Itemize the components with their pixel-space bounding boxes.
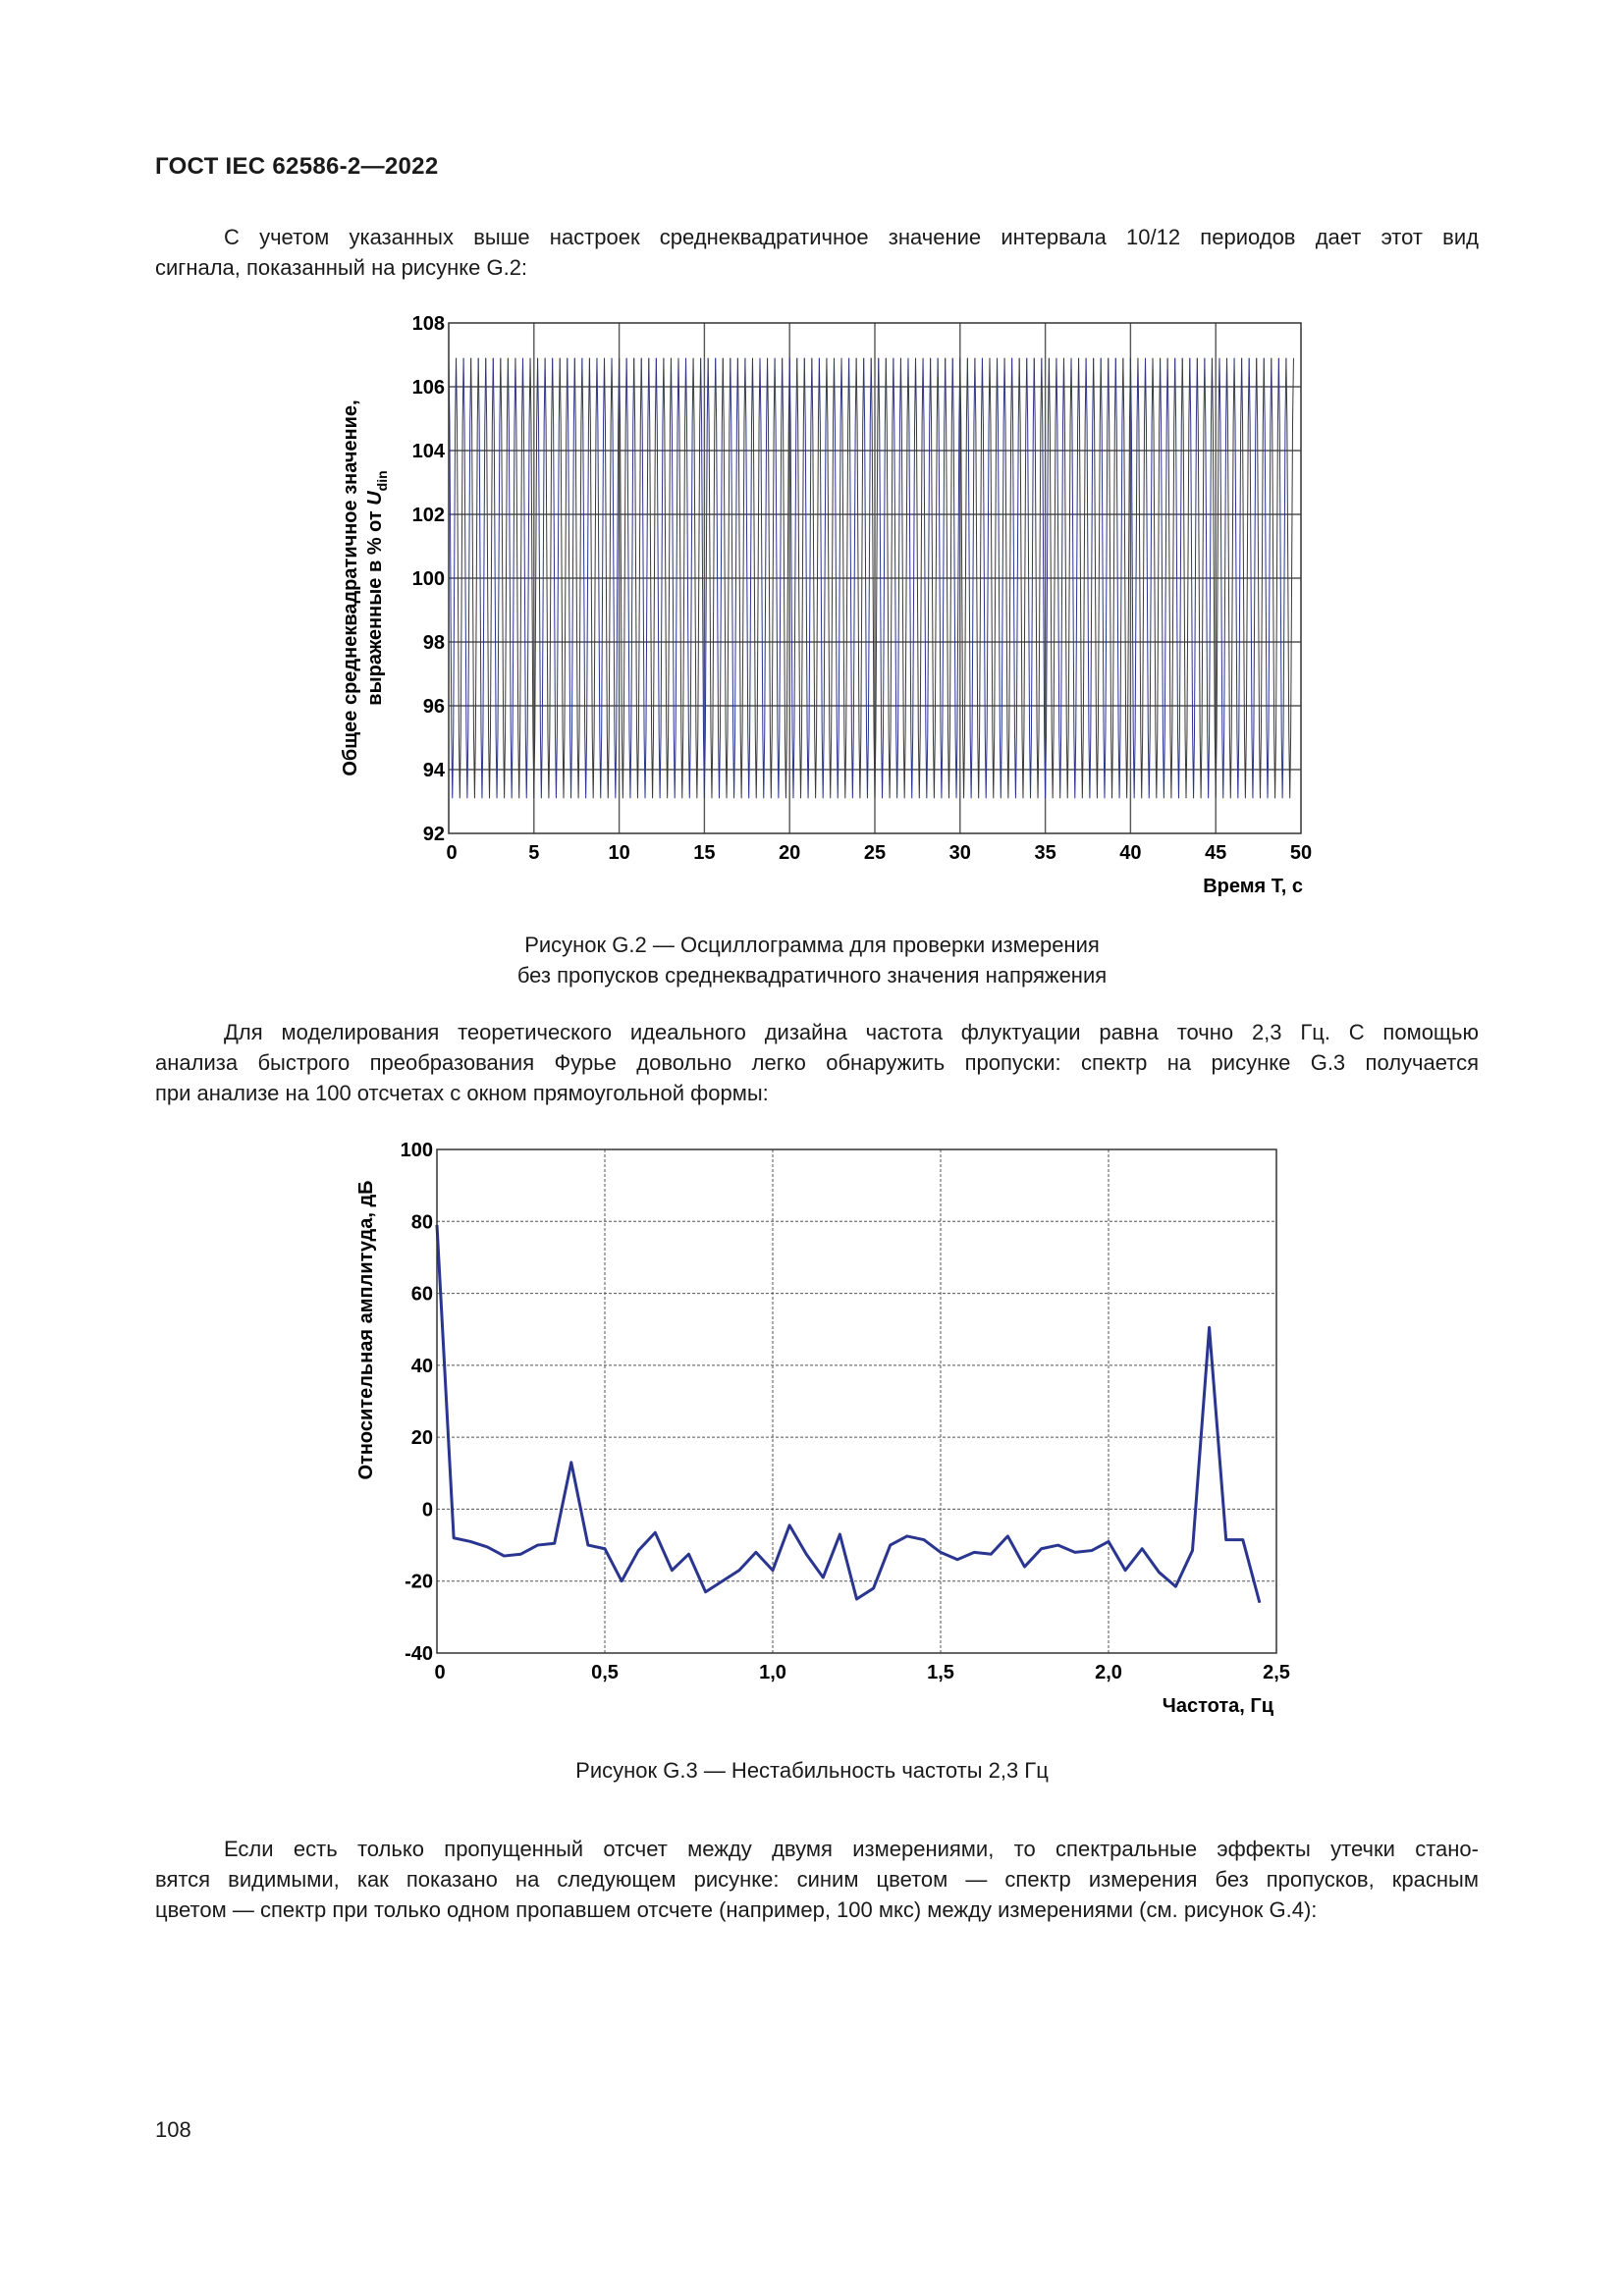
y-tick-label: 0 xyxy=(421,1499,433,1522)
x-tick-label: 2,5 xyxy=(1263,1662,1290,1683)
paragraph-line: С учетом указанных выше настроек среднеквадратичное значение интервала 10/12 периодов дает этот вид xyxy=(224,225,1479,249)
y-tick-label: 96 xyxy=(422,696,445,718)
paragraph-line: при анализе на 100 отсчетах с окном прямоугольной формы: xyxy=(155,1081,769,1105)
x-tick-label: 0 xyxy=(446,842,458,864)
x-axis-label: Время T, с xyxy=(1203,876,1303,897)
y-tick-label: 106 xyxy=(411,377,445,399)
paragraph-line: Для моделирования теоретического идеального дизайна частота флуктуации равна точно 2,3 Гц. С помощью xyxy=(224,1020,1479,1044)
figure-g3-chart xyxy=(339,1134,1291,1723)
y-tick-label: 108 xyxy=(411,313,445,335)
document-header: ГОСТ IEC 62586-2—2022 xyxy=(155,153,439,180)
paragraph-line: вятся видимыми, как показано на следующем рисунке: синим цветом — спектр измерения без пропусков, красным xyxy=(155,1867,1479,1892)
paragraph-line: сигнала, показанный на рисунке G.2: xyxy=(155,255,528,280)
x-tick-label: 0,5 xyxy=(591,1662,619,1683)
y-axis-label-line1: Общее среднеквадратичное значение, xyxy=(340,400,361,776)
x-tick-label: 0 xyxy=(434,1662,446,1683)
y-tick-label: 104 xyxy=(411,441,445,462)
x-tick-label: 40 xyxy=(1119,842,1142,864)
y-tick-label: 94 xyxy=(422,760,445,781)
x-tick-label: 25 xyxy=(863,842,887,864)
paragraph-1 xyxy=(155,222,1479,283)
paragraph-line: цветом — спектр при только одном пропавшем отсчете (например, 100 мкс) между измерениями (см. рисунок G.4): xyxy=(155,1897,1318,1922)
paragraph-line: Если есть только пропущенный отсчет между двумя измерениями, то спектральные эффекты утечки стано- xyxy=(224,1837,1479,1861)
figure-g3-caption xyxy=(0,1755,1624,1786)
y-axis-label: Относительная амплитуда, дБ xyxy=(355,1180,377,1480)
x-tick-label: 20 xyxy=(779,842,801,864)
x-tick-label: 1,5 xyxy=(927,1662,954,1683)
figure-g2-chart xyxy=(324,309,1326,908)
y-tick-label: 100 xyxy=(400,1140,433,1161)
y-tick-label: 100 xyxy=(411,568,445,590)
y-tick-label: 40 xyxy=(410,1355,433,1377)
x-tick-label: 15 xyxy=(693,842,716,864)
y-tick-label: -40 xyxy=(405,1643,433,1665)
figure-g2-caption xyxy=(0,930,1624,990)
x-tick-label: 45 xyxy=(1205,842,1227,864)
series-spectrum-line xyxy=(437,1225,1260,1603)
x-tick-label: 1,0 xyxy=(759,1662,786,1683)
caption-line: без пропусков среднеквадратичного значения напряжения xyxy=(516,963,1108,988)
paragraph-2 xyxy=(155,1017,1479,1108)
x-tick-label: 5 xyxy=(528,842,540,864)
paragraph-3 xyxy=(155,1834,1479,1925)
x-tick-label: 2,0 xyxy=(1095,1662,1122,1683)
x-tick-label: 30 xyxy=(948,842,971,864)
page-number: 108 xyxy=(155,2117,191,2142)
plot-frame xyxy=(437,1149,1276,1653)
paragraph-line: анализа быстрого преобразования Фурье довольно легко обнаружить пропуски: спектр на рисунке G.3 получается xyxy=(155,1050,1479,1075)
y-tick-label: 20 xyxy=(410,1427,433,1450)
x-tick-label: 35 xyxy=(1034,842,1056,864)
caption-line: Рисунок G.3 — Нестабильность частоты 2,3 Гц xyxy=(575,1758,1049,1783)
y-tick-label: 102 xyxy=(411,505,445,526)
y-tick-label: 98 xyxy=(422,632,445,654)
y-tick-label: -20 xyxy=(405,1571,433,1593)
x-axis-label: Частота, Гц xyxy=(1162,1695,1273,1717)
y-tick-label: 80 xyxy=(410,1211,433,1234)
y-tick-label: 60 xyxy=(410,1283,433,1306)
x-tick-label: 10 xyxy=(608,842,630,864)
y-tick-label: 92 xyxy=(422,824,445,845)
y-axis-label-line2: выраженные в % от $U_{din}$ xyxy=(364,470,390,706)
x-tick-label: 50 xyxy=(1289,842,1313,864)
caption-line: Рисунок G.2 — Осциллограмма для проверки измерения xyxy=(524,933,1100,957)
